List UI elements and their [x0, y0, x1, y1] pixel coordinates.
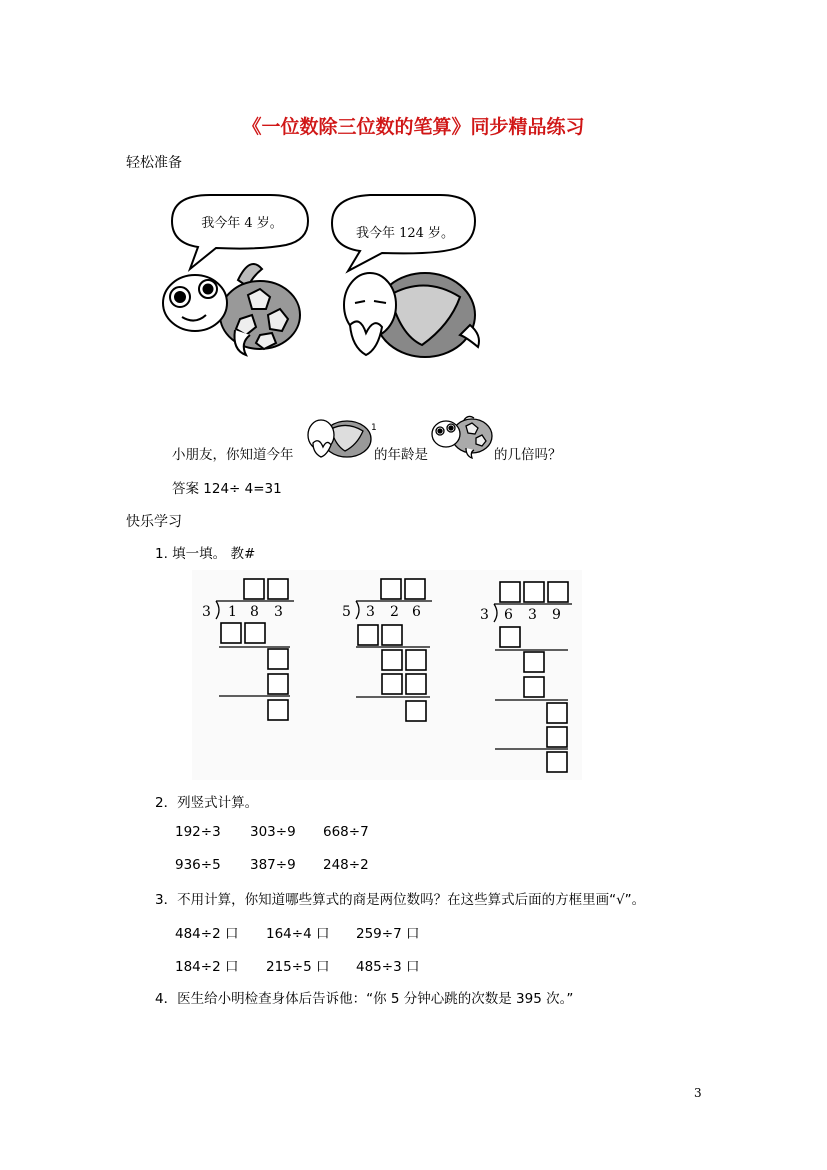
- quotient-box[interactable]: [524, 582, 544, 602]
- expression: 248÷2: [323, 857, 369, 873]
- work-box[interactable]: [358, 625, 378, 645]
- question-part2: 的年龄是: [374, 447, 428, 463]
- work-box[interactable]: [221, 623, 241, 643]
- work-box[interactable]: [268, 700, 288, 720]
- quotient-box[interactable]: [548, 582, 568, 602]
- answer-text: 答案 124÷ 4=31: [172, 481, 282, 497]
- divisor: 3: [480, 607, 489, 623]
- expression: 936÷5: [175, 857, 221, 873]
- quotient-box[interactable]: [500, 582, 520, 602]
- question-1-label: 1. 填一填。 教#: [155, 546, 256, 562]
- turtles-illustration: [160, 185, 490, 365]
- young-turtle-small-icon: [430, 412, 494, 460]
- old-turtle-icon: [344, 273, 479, 357]
- work-box[interactable]: [245, 623, 265, 643]
- quotient-box[interactable]: [381, 579, 401, 599]
- work-box[interactable]: [547, 703, 567, 723]
- divisor: 5: [342, 604, 351, 620]
- dividend-digit: 3: [366, 604, 375, 620]
- old-turtle-small-icon: [301, 415, 373, 460]
- question-4-label: 4．医生给小明检查身体后告诉他：“你 5 分钟心跳的次数是 395 次。”: [155, 991, 574, 1007]
- young-turtle-icon: [163, 264, 300, 355]
- expression: 303÷9: [250, 824, 296, 840]
- expression: 668÷7: [323, 824, 369, 840]
- work-box[interactable]: [406, 674, 426, 694]
- speech-bubble-right: [332, 195, 475, 271]
- dividend-digit: 8: [250, 604, 259, 620]
- work-box[interactable]: [268, 674, 288, 694]
- question-2-label: 2．列竖式计算。: [155, 795, 259, 811]
- bubble-text-left: 我今年 4 岁。: [201, 216, 283, 231]
- work-box[interactable]: [524, 652, 544, 672]
- work-box[interactable]: [547, 752, 567, 772]
- bubble-text-right: 我今年 124 岁。: [355, 226, 455, 241]
- expression: 192÷3: [175, 824, 221, 840]
- work-box[interactable]: [547, 727, 567, 747]
- dividend-digit: 9: [552, 607, 561, 623]
- work-box[interactable]: [268, 649, 288, 669]
- expression-checkbox[interactable]: 485÷3 口: [356, 959, 420, 975]
- section-heading-learn: 快乐学习: [126, 514, 182, 530]
- expression: 387÷9: [250, 857, 296, 873]
- expression-checkbox[interactable]: 215÷5 口: [266, 959, 330, 975]
- work-box[interactable]: [382, 625, 402, 645]
- expression-checkbox[interactable]: 164÷4 口: [266, 926, 330, 942]
- page-title: 《一位数除三位数的笔算》同步精品练习: [242, 116, 585, 138]
- dividend-digit: 1: [228, 604, 237, 620]
- expression-checkbox[interactable]: 259÷7 口: [356, 926, 420, 942]
- page-number: 3: [694, 1086, 702, 1100]
- dividend-digit: 6: [504, 607, 513, 623]
- question-part3: 的几倍吗？: [494, 447, 562, 463]
- section-heading-prepare: 轻松准备: [126, 155, 182, 171]
- question-part1: 小朋友，你知道今年: [172, 447, 294, 463]
- question-3-label: 3．不用计算，你知道哪些算式的商是两位数吗？在这些算式后面的方框里画“√”。: [155, 892, 646, 908]
- quotient-box[interactable]: [405, 579, 425, 599]
- expression-checkbox[interactable]: 184÷2 口: [175, 959, 239, 975]
- work-box[interactable]: [500, 627, 520, 647]
- work-box[interactable]: [382, 674, 402, 694]
- long-division-diagrams: [192, 570, 582, 780]
- work-box[interactable]: [406, 650, 426, 670]
- dividend-digit: 3: [274, 604, 283, 620]
- dividend-digit: 2: [390, 604, 399, 620]
- dividend-digit: 3: [528, 607, 537, 623]
- work-box[interactable]: [406, 701, 426, 721]
- work-box[interactable]: [382, 650, 402, 670]
- divisor: 3: [202, 604, 211, 620]
- work-box[interactable]: [524, 677, 544, 697]
- dividend-digit: 6: [412, 604, 421, 620]
- quotient-box[interactable]: [268, 579, 288, 599]
- expression-checkbox[interactable]: 484÷2 口: [175, 926, 239, 942]
- speech-bubble-left: [172, 195, 308, 269]
- quotient-box[interactable]: [244, 579, 264, 599]
